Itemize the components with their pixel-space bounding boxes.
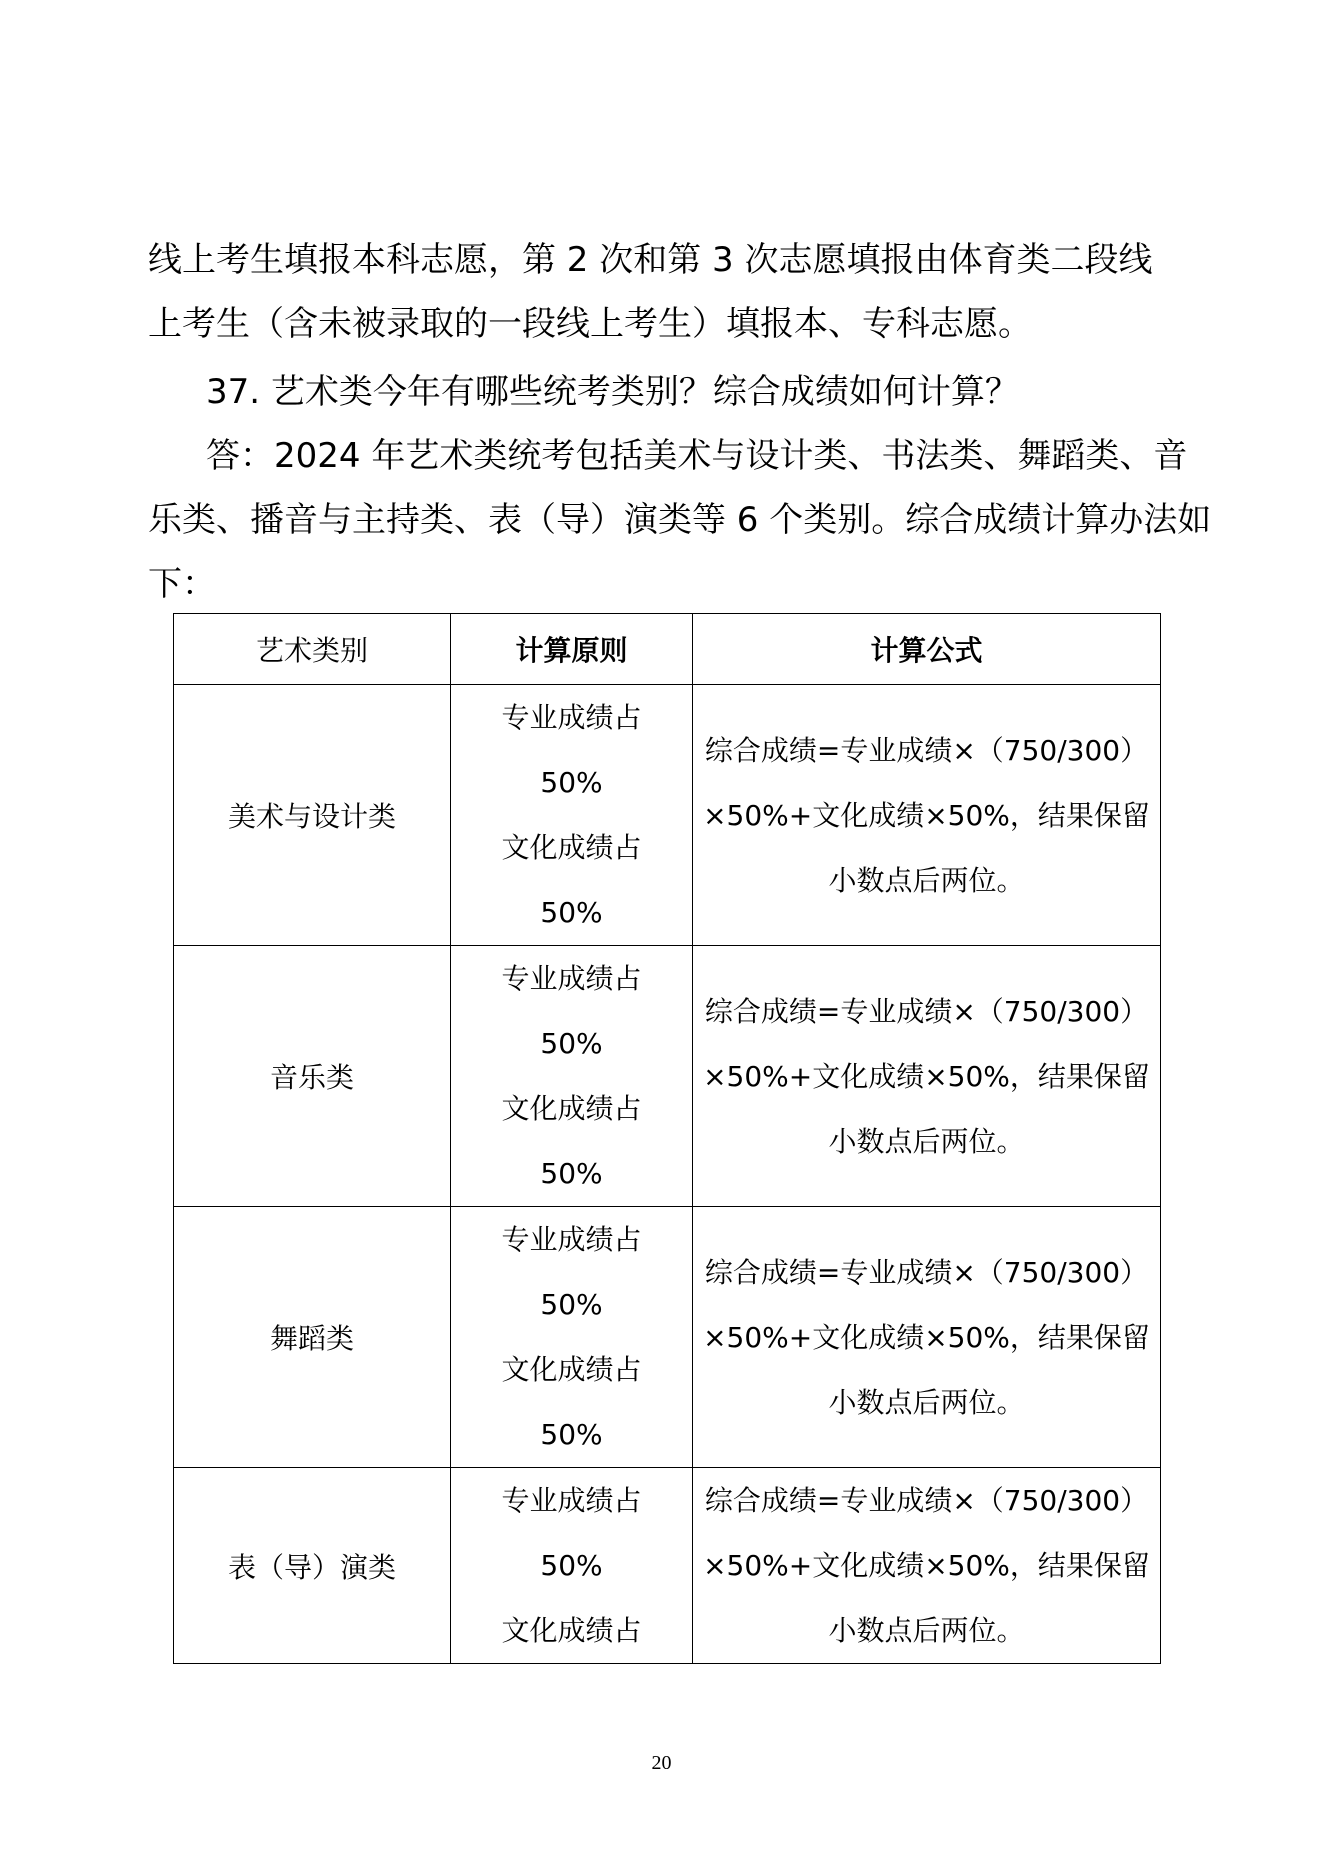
answer-paragraph: [148, 424, 1212, 616]
principle-line: 文化成绩占: [501, 1353, 642, 1386]
category-cell: 美术与设计类: [174, 685, 451, 946]
table-row: [174, 1207, 1161, 1468]
answer-line: 答：2024 年艺术类统考包括美术与设计类、书法类、舞蹈类、音: [206, 436, 1188, 476]
score-calculation-table: [173, 613, 1161, 1664]
principle-line: 文化成绩占: [501, 1614, 642, 1647]
formula-line: 小数点后两位。: [828, 1385, 1025, 1419]
principle-line: 文化成绩占: [501, 831, 642, 864]
table-header-row: [174, 614, 1161, 685]
table-row: [174, 946, 1161, 1207]
principle-line: 专业成绩占: [501, 1223, 642, 1256]
formula-line: ×50%+文化成绩×50%，结果保留: [703, 798, 1150, 832]
formula-line: ×50%+文化成绩×50%，结果保留: [703, 1320, 1150, 1354]
principle-line: 50%: [540, 766, 603, 799]
principle-line: 50%: [540, 896, 603, 929]
principle-cell: [451, 1468, 693, 1664]
paragraph-line: 上考生（含未被录取的一段线上考生）填报本、专科志愿。: [148, 304, 1032, 344]
principle-cell: [451, 946, 693, 1207]
question-heading: 37. 艺术类今年有哪些统考类别？综合成绩如何计算？: [206, 372, 1019, 412]
principle-line: 专业成绩占: [501, 1484, 642, 1517]
answer-line: 乐类、播音与主持类、表（导）演类等 6 个类别。综合成绩计算办法如: [148, 500, 1212, 540]
header-category: 艺术类别: [174, 614, 451, 685]
paragraph-line: 线上考生填报本科志愿，第 2 次和第 3 次志愿填报由体育类二段线: [148, 240, 1153, 280]
formula-cell: [693, 685, 1161, 946]
page-number: 20: [651, 1752, 672, 1774]
formula-line: 综合成绩=专业成绩×（750/300）: [704, 1255, 1149, 1289]
principle-line: 50%: [540, 1027, 603, 1060]
category-cell: 音乐类: [174, 946, 451, 1207]
category-cell: 表（导）演类: [174, 1468, 451, 1664]
principle-line: 50%: [540, 1549, 603, 1582]
header-principle: 计算原则: [451, 614, 693, 685]
answer-line: 下：: [148, 564, 216, 604]
header-formula: 计算公式: [693, 614, 1161, 685]
formula-line: 小数点后两位。: [828, 1124, 1025, 1158]
formula-cell: [693, 1207, 1161, 1468]
formula-cell: [693, 946, 1161, 1207]
formula-line: 小数点后两位。: [828, 863, 1025, 897]
formula-line: 综合成绩=专业成绩×（750/300）: [704, 733, 1149, 767]
principle-cell: [451, 685, 693, 946]
principle-line: 专业成绩占: [501, 962, 642, 995]
formula-line: 小数点后两位。: [828, 1614, 1025, 1647]
principle-line: 50%: [540, 1288, 603, 1321]
principle-cell: [451, 1207, 693, 1468]
formula-line: 综合成绩=专业成绩×（750/300）: [704, 994, 1149, 1028]
principle-line: 文化成绩占: [501, 1092, 642, 1125]
formula-cell: [693, 1468, 1161, 1664]
formula-line: ×50%+文化成绩×50%，结果保留: [703, 1549, 1150, 1582]
paragraph-continuation: [148, 228, 1188, 356]
principle-line: 专业成绩占: [501, 701, 642, 734]
category-cell: 舞蹈类: [174, 1207, 451, 1468]
principle-line: 50%: [540, 1157, 603, 1190]
table-row: [174, 1468, 1161, 1664]
principle-line: 50%: [540, 1418, 603, 1451]
formula-line: ×50%+文化成绩×50%，结果保留: [703, 1059, 1150, 1093]
table-row: [174, 685, 1161, 946]
formula-line: 综合成绩=专业成绩×（750/300）: [704, 1484, 1149, 1517]
